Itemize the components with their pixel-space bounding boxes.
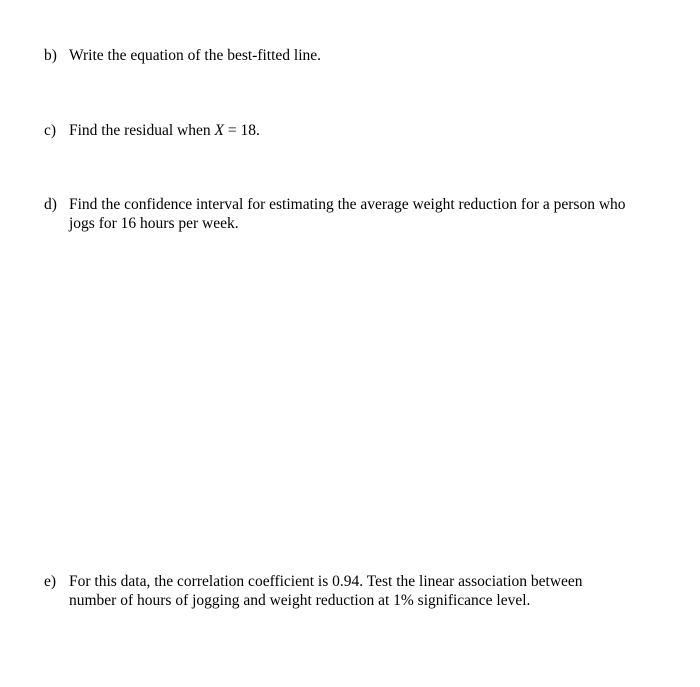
question-c-text-before: Find the residual when [69, 122, 215, 139]
question-d-line2: jogs for 16 hours per week. [69, 215, 239, 232]
question-e-text [69, 572, 664, 610]
question-c-text-after: = 18. [223, 122, 260, 139]
question-c-text [69, 121, 664, 140]
question-d-label: d) [44, 196, 57, 213]
question-e-label: e) [44, 573, 57, 590]
question-e-line1: For this data, the correlation coefficient is 0.94. Test the linear association between [69, 573, 583, 590]
question-e [44, 572, 664, 610]
question-c-variable: X [214, 122, 224, 139]
question-d [44, 195, 664, 233]
question-b [44, 46, 664, 65]
question-c-label: c) [44, 122, 57, 139]
question-e-line2: number of hours of jogging and weight reduction at 1% significance level. [69, 592, 531, 609]
question-d-text [69, 195, 664, 233]
question-b-text: Write the equation of the best-fitted line. [69, 47, 322, 64]
question-c [44, 121, 664, 140]
question-d-line1: Find the confidence interval for estimating the average weight reduction for a person who [69, 196, 626, 213]
question-b-label: b) [44, 47, 57, 64]
